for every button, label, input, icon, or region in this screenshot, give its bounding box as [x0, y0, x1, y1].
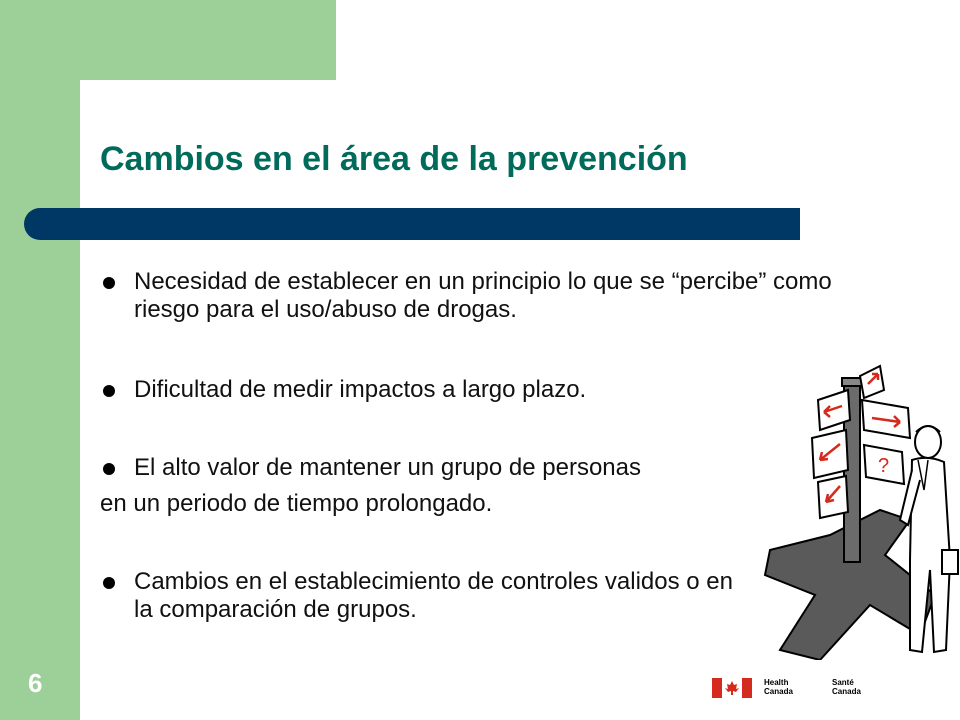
bullet-item	[100, 376, 586, 404]
logo-line: Health	[764, 678, 789, 687]
logo-line: Canada	[832, 687, 861, 696]
bullet-dot-icon	[103, 463, 115, 475]
bullet-item	[100, 568, 754, 624]
logo-line: Canada	[764, 687, 793, 696]
bullet-text: Dificultad de medir impactos a largo plazo.	[134, 376, 587, 403]
health-canada-fr-label	[832, 678, 861, 696]
bullet-continuation-text: en un periodo de tiempo prolongado.	[100, 490, 493, 517]
bullet-dot-icon	[103, 385, 115, 397]
slide-title: Cambios en el área de la prevención	[100, 140, 688, 178]
bullet-text: El alto valor de mantener un grupo de personas	[134, 454, 641, 481]
bullet-text: Necesidad de establecer en un principio lo que se “percibe” como riesgo para el uso/abuso de drogas.	[134, 268, 832, 323]
canada-flag-icon	[712, 678, 752, 698]
green-side-band	[0, 0, 80, 720]
title-underline-bar	[24, 208, 800, 240]
bullet-dot-icon	[103, 577, 115, 589]
svg-text:?: ?	[878, 455, 890, 477]
signpost-person-illustration	[760, 360, 960, 660]
bullet-text: Cambios en el establecimiento de controles validos o en la comparación de grupos.	[134, 568, 734, 623]
logo-line: Santé	[832, 678, 854, 687]
health-canada-en-label	[764, 678, 793, 696]
bullet-dot-icon	[103, 277, 115, 289]
bullet-item	[100, 268, 860, 324]
bullet-item	[100, 454, 641, 482]
page-number: 6	[28, 668, 43, 698]
